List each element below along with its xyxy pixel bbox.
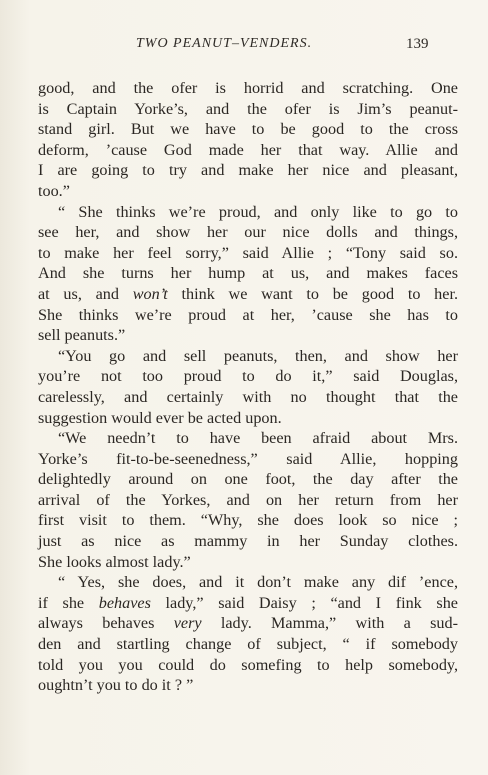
text-line: just as nice as mammy in her Sunday clothes.	[38, 532, 458, 551]
emphasis: very	[173, 614, 202, 633]
text-line: Yorke’s fit-to-be-seenedness,” said Allie, hopping	[38, 449, 458, 468]
text-line: too.”	[38, 181, 70, 200]
page-number: 139	[406, 36, 429, 52]
text-line: see her, and show her our nice dolls and things,	[38, 223, 458, 242]
text-line: “We needn’t to have been afraid about Mrs.	[58, 429, 458, 448]
text-line: always behaves very lady. Mamma,” with a sud-	[38, 614, 458, 633]
text-line: And she turns her hump at us, and makes faces	[38, 264, 458, 283]
text-line: “ She thinks we’re proud, and only like to go to	[58, 202, 458, 221]
text-line: She thinks we’re proud at her, ’cause she has to	[38, 305, 458, 324]
text-line: “ Yes, she does, and it don’t make any dif ’ence,	[58, 573, 458, 592]
text-line: if she behaves lady,” said Daisy ; “and I fink she	[38, 593, 458, 612]
emphasis: behaves	[98, 593, 151, 612]
text-line: first visit to them. “Why, she does look so nice ;	[38, 511, 458, 530]
text-line: told you you could do somefing to help somebody,	[38, 655, 458, 674]
text-line: delightedly around on one foot, the day after the	[38, 470, 458, 489]
text-line: den and startling change of subject, “ if somebody	[38, 635, 458, 654]
text-line: good, and the ofer is horrid and scratching. One	[38, 79, 458, 97]
text-line: carelessly, and certainly with no thought that the	[38, 387, 458, 406]
text-line: sell peanuts.”	[38, 326, 126, 345]
text-line: I are going to try and make her nice and pleasant,	[38, 161, 458, 180]
running-head: TWO PEANUT–VENDERS.	[136, 36, 313, 51]
text-line: suggestion would ever be acted upon.	[38, 408, 282, 427]
text-line: oughtn’t you to do it ? ”	[38, 676, 194, 695]
page-header	[0, 36, 488, 58]
text-line: stand girl. But we have to be good to the cross	[38, 120, 458, 139]
text-line: you’re not too proud to do it,” said Douglas,	[38, 367, 458, 386]
text-line: She looks almost lady.”	[38, 552, 191, 571]
body-text	[38, 78, 458, 696]
text-line: deform, ’cause God made her that way. Allie and	[38, 140, 458, 159]
text-line: at us, and won’t think we want to be good to her.	[38, 284, 458, 303]
text-line: is Captain Yorke’s, and the ofer is Jim’s peanut-	[38, 99, 458, 118]
emphasis: won’t	[132, 284, 168, 303]
text-line: to make her feel sorry,” said Allie ; “Tony said so.	[38, 243, 458, 262]
text-line: “You go and sell peanuts, then, and show her	[58, 346, 458, 365]
text-line: arrival of the Yorkes, and on her return from her	[38, 490, 458, 509]
